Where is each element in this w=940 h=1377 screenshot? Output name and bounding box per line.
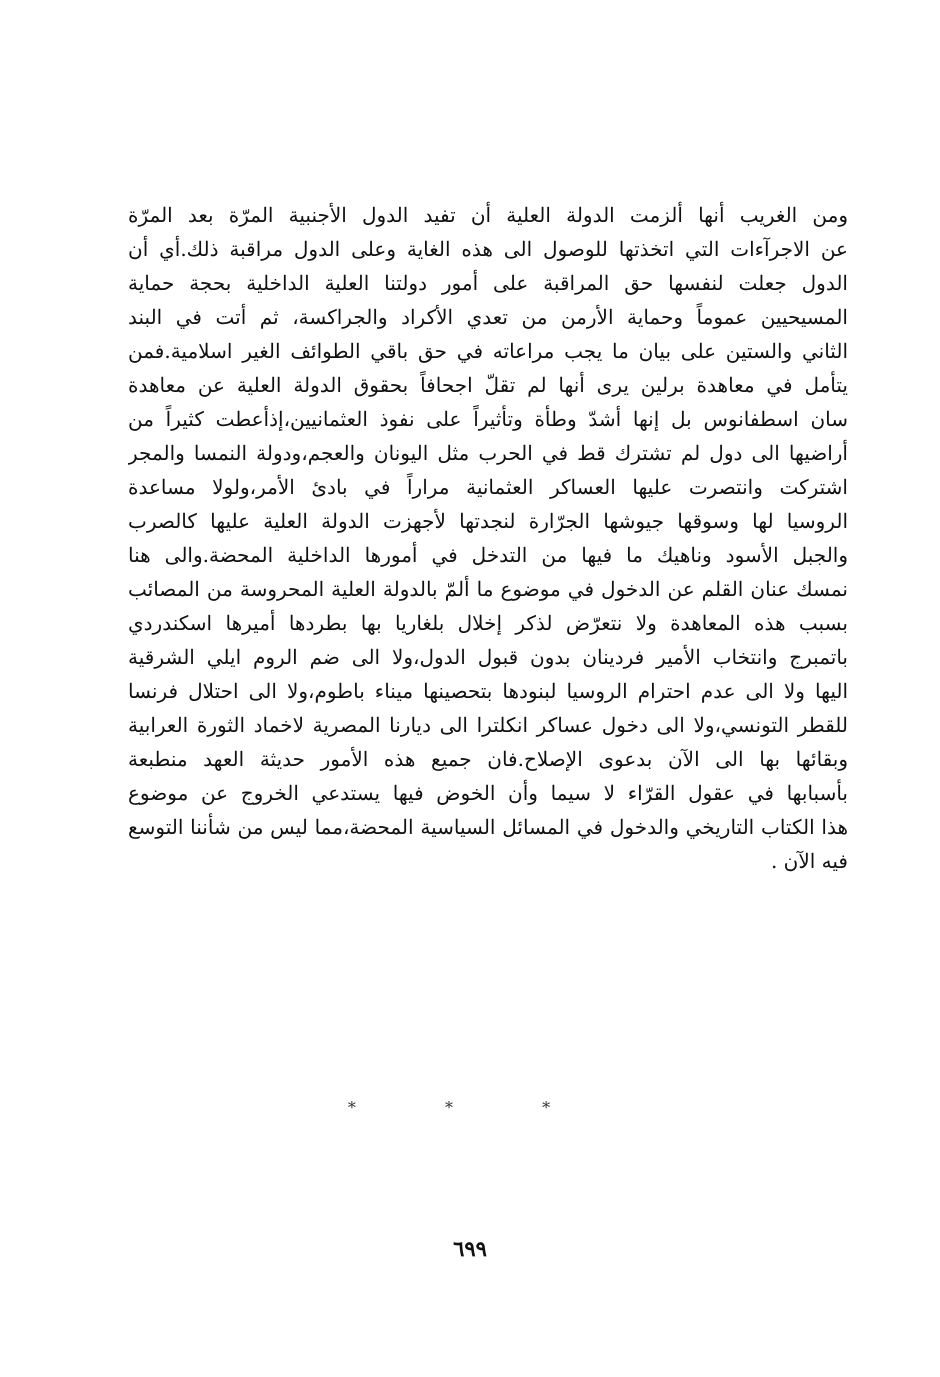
text-line: سان اسطفانوس بل إنها أشدّ وطأة وتأثيراً على نفوذ العثمانيين،إذأعطت كثيراً من xyxy=(128,407,848,431)
text-line: الروسيا لها وسوقها جيوشها الجرّارة لنجدتها لأجهزت الدولة العلية عليها كالصرب xyxy=(128,509,848,533)
text-line: المسيحيين عموماً وحماية الأرمن من تعدي الأكراد والجراكسة، ثم أتت في البند xyxy=(128,305,848,329)
text-line: وبقائها بها الى الآن بدعوى الإصلاح.فان جميع هذه الأمور حديثة العهد منطبعة xyxy=(128,747,848,771)
text-line: والجبل الأسود وناهيك ما فيها من التدخل في أمورها الداخلية المحضة.والى هنا xyxy=(128,543,848,567)
text-line-final: فيه الآن . xyxy=(770,849,848,873)
text-line: نمسك عنان القلم عن الدخول في موضوع ما ألمّ بالدولة العلية المحروسة من المصائب xyxy=(128,577,848,601)
section-separator: * * * xyxy=(347,1098,593,1117)
text-line: بسبب هذه المعاهدة ولا نتعرّض لذكر إخلال بلغاريا بها بطردها أميرها اسكندردي xyxy=(128,611,848,635)
text-line: الثاني والستين على بيان ما يجب مراعاته في حق باقي الطوائف الغير اسلامية.فمن xyxy=(128,339,848,363)
text-line: للقطر التونسي،ولا الى دخول عساكر انكلترا الى ديارنا المصرية لاخماد الثورة العرابية xyxy=(128,713,848,737)
text-line: ومن الغريب أنها ألزمت الدولة العلية أن تفيد الدول الأجنبية المرّة بعد المرّة xyxy=(128,203,848,227)
text-line: بأسبابها في عقول القرّاء لا سيما وأن الخوض فيها يستدعي الخروج عن موضوع xyxy=(128,781,848,805)
page-number: ٦٩٩ xyxy=(453,1236,487,1261)
text-line: هذا الكتاب التاريخي والدخول في المسائل السياسية المحضة،مما ليس من شأننا التوسع xyxy=(128,815,848,839)
text-line: باتمبرج وانتخاب الأمير فردينان بدون قبول الدول،ولا الى ضم الروم ايلي الشرقية xyxy=(128,645,848,669)
body-text xyxy=(128,198,848,878)
text-line: يتأمل في معاهدة برلين يرى أنها لم تقلّ اجحافاً بحقوق الدولة العلية عن معاهدة xyxy=(128,373,848,397)
text-line: اليها ولا الى عدم احترام الروسيا لبنودها بتحصينها ميناء باطوم،ولا الى احتلال فرنسا xyxy=(128,679,848,703)
text-line: اشتركت وانتصرت عليها العساكر العثمانية مراراً في بادئ الأمر،ولولا مساعدة xyxy=(128,475,848,499)
text-line: أراضيها الى دول لم تشترك قط في الحرب مثل اليونان والعجم،ودولة النمسا والمجر xyxy=(128,441,848,465)
text-line: الدول جعلت لنفسها حق المراقبة على أمور دولتنا العلية الداخلية بحجة حماية xyxy=(128,271,848,295)
text-line: عن الاجرآءات التي اتخذتها للوصول الى هذه الغاية وعلى الدول مراقبة ذلك.أي أن xyxy=(128,237,848,261)
